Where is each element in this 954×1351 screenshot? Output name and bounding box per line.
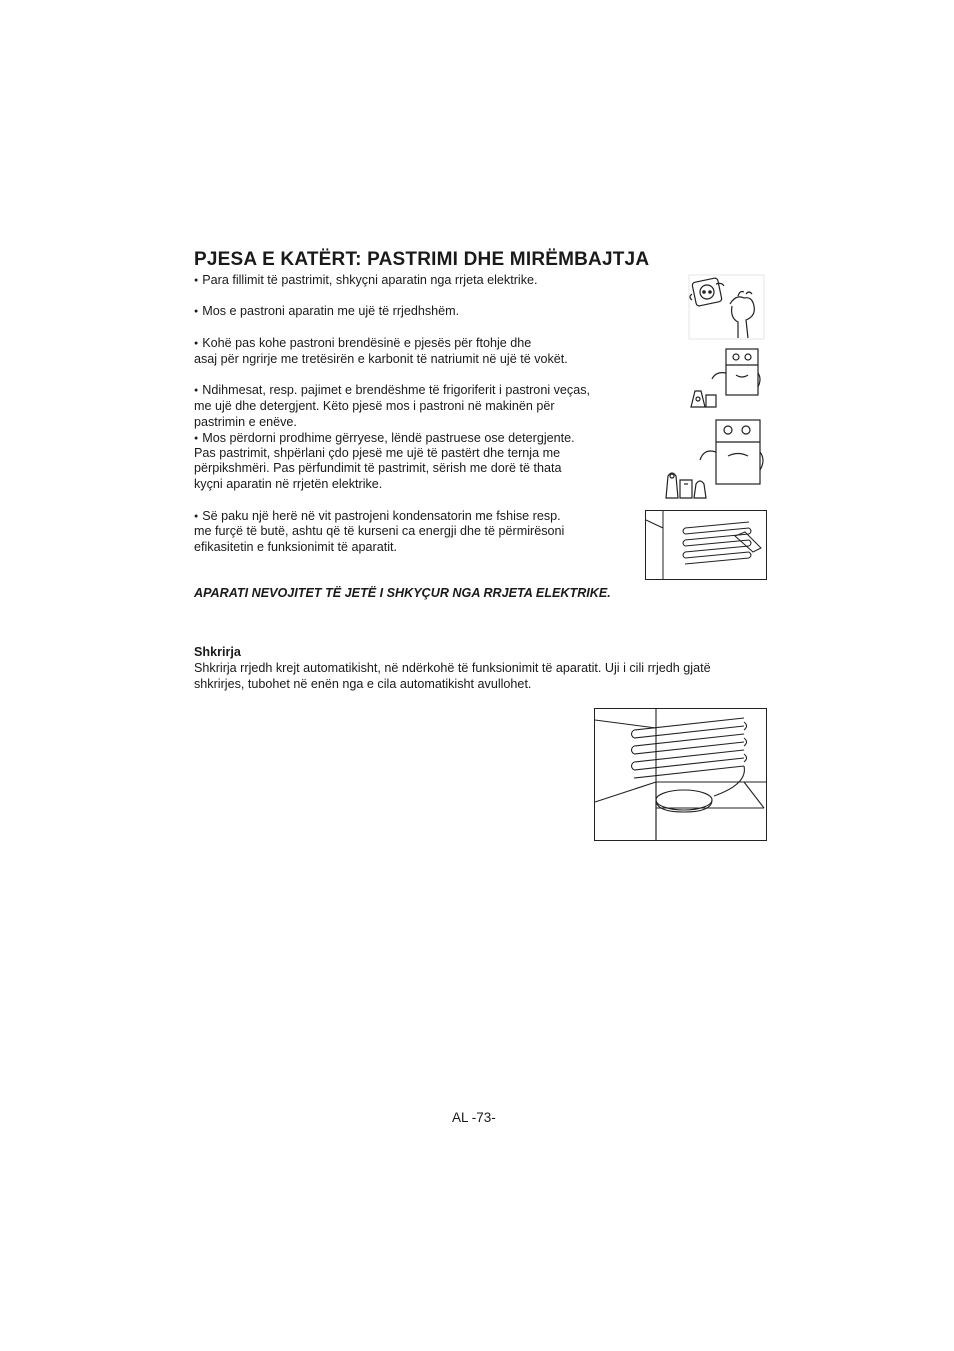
warning-text: APARATI NEVOJITET TË JETË I SHKYÇUR NGA RRJETA ELEKTRIKE. [194, 586, 611, 600]
text-line: asaj për ngrirje me tretësirën e karbonit të natriumit në ujë të vokët. [194, 352, 568, 366]
bullet-clean-interior: ● Kohë pas kohe pastroni brendësinë e pjesës për ftohje dhe [194, 336, 531, 354]
bullet-no-running-water: ● Mos e pastroni aparatin me ujë të rrjedhshëm. [194, 304, 459, 322]
bullet-condenser: ● Së paku një herë në vit pastrojeni kondensatorin me fshise resp. [194, 509, 561, 527]
unplug-illustration [686, 272, 766, 342]
bullet-unplug: ● Para fillimit të pastrimit, shkyçni aparatin nga rrjeta elektrike. [194, 273, 538, 291]
bullet-accessories: ● Ndihmesat, resp. pajimet e brendëshme të frigoriferit i pastroni veças, [194, 383, 590, 401]
defrost-tray-illustration [594, 708, 767, 841]
text-line: efikasitetin e funksionimit të aparatit. [194, 540, 398, 554]
text-line: kyçni aparatin në rrjetën elektrike. [194, 477, 383, 491]
fridge-cleaning-illustration [686, 345, 762, 411]
text-line: përpikshmëri. Pas përfundimit të pastrimit, sërish me dorë të thata [194, 461, 562, 475]
page-title: PJESA E KATËRT: PASTRIMI DHE MIRËMBAJTJA [194, 249, 650, 270]
text-line: me furçë të butë, ashtu që të kurseni ca energji dhe të përmirësoni [194, 524, 565, 538]
text-line: Pas pastrimit, shpërlani çdo pjesë me ujë të pastërt dhe ternja me [194, 446, 561, 460]
defrost-heading: Shkrirja [194, 645, 241, 659]
defrost-text: shkrirjes, tubohet në enën nga e cila automatikisht avullohet. [194, 677, 532, 691]
defrost-text: Shkrirja rrjedh krejt automatikisht, në ndërkohë të funksionimit të aparatit. Uji i cili rrjedh gjatë [194, 661, 711, 675]
text-line: pastrimin e enëve. [194, 415, 297, 429]
page-number: AL -73- [452, 1110, 496, 1125]
bullet-no-abrasives: ● Mos përdorni prodhime gërryese, lëndë pastruese ose detergjente. [194, 431, 575, 449]
fridge-detergent-illustration [660, 416, 766, 502]
condenser-brush-illustration [645, 510, 767, 580]
text-line: me ujë dhe detergjent. Këto pjesë mos i pastroni në makinën për [194, 399, 555, 413]
